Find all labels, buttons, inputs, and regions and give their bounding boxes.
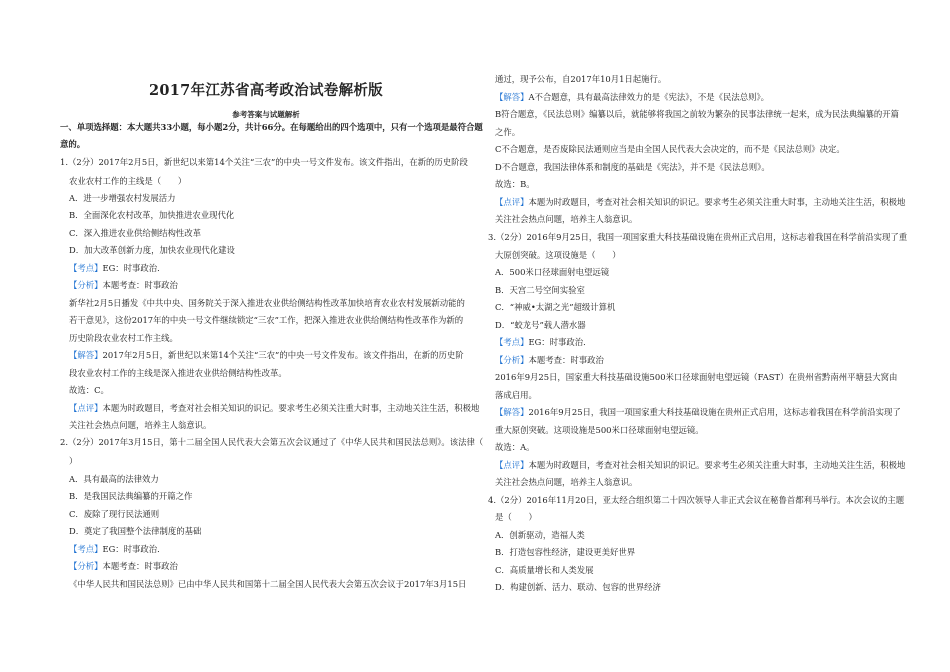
question-3-kaodian: [495, 337, 592, 348]
question-2-option-a: A．具有最高的法律效力: [69, 474, 159, 484]
question-1-option-a: A．进一步增强农村发展活力: [69, 193, 176, 203]
dianping-tag: 【点评】: [69, 403, 103, 413]
question-3-option-b: B．天宫二号空间实验室: [495, 285, 585, 295]
question-2-stem-cont: ）: [69, 456, 78, 466]
kaodian-text: EG：时事政治．: [102, 544, 166, 554]
question-3-option-d: D．“蛟龙号”载人潜水器: [495, 320, 586, 330]
question-2-jieda-line: B符合题意，《民法总则》编纂以后，就能够将我国之前较为繁杂的民事法律统一起来，成为民法典编纂的开篇: [495, 109, 899, 119]
dianping-text: 本题为时政题目，考查对社会相关知识的识记。要求考生必须关注重大时事，主动地关注生活，积极地: [528, 460, 906, 470]
question-3-option-c: C．“神威•太湖之光”超级计算机: [495, 302, 616, 312]
jieda-tag: 【解答】: [495, 92, 529, 102]
question-2-jieda: [495, 92, 769, 103]
jieda-text: 2016年9月25日，我国一项国家重大科技基础设施在贵州正式启用，这标志着我国在科学前沿实现了: [528, 407, 901, 417]
question-3-fenxi-line: 2016年9月25日，国家重大科技基础设施500米口径球面射电望远镜（FAST）在贵州省黔南州平塘县大窝由: [495, 372, 898, 382]
question-3-stem: 3.（2分）2016年9月25日，我国一项国家重大科技基础设施在贵州正式启用，这标志着我国在科学前沿实现了重: [488, 232, 908, 242]
question-1-fenxi-line: 新华社2月5日播发《中共中央、国务院关于深入推进农业供给侧结构性改革加快培育农业农村发展新动能的: [69, 298, 465, 308]
dianping-tag: 【点评】: [495, 197, 529, 207]
document-title: 2017年江苏省高考政治试卷解析版: [149, 82, 383, 99]
fenxi-tag: 【分析】: [69, 561, 103, 571]
question-1-fenxi-line: 若干意见》，这份2017年的中央一号文件继续锁定“三农”工作，把深入推进农业供给侧结构性改革作为新的: [69, 315, 464, 325]
kaodian-text: EG：时事政治．: [102, 263, 166, 273]
question-4-stem: 4.（2分）2016年11月20日，亚太经合组织第二十四次领导人非正式会议在秘鲁首都利马举行。本次会议的主题: [488, 495, 905, 505]
document-subtitle: 参考答案与试题解析: [232, 110, 300, 119]
kaodian-text: EG：时事政治．: [528, 337, 592, 347]
question-2-dianping-line: 关注社会热点问题，培养主人翁意识。: [495, 214, 638, 224]
kaodian-tag: 【考点】: [69, 263, 103, 273]
fenxi-text: 本题考查：时事政治: [102, 280, 178, 290]
question-3-answer: 故选：A。: [495, 442, 535, 452]
question-1-option-c: C．深入推进农业供给侧结构性改革: [69, 228, 202, 238]
question-4-option-c: C．高质量增长和人类发展: [495, 565, 594, 575]
question-3-jieda: [495, 407, 901, 418]
question-1-jieda: [69, 350, 464, 361]
question-1-option-d: D．加大改革创新力度，加快农业现代化建设: [69, 245, 235, 255]
question-1-fenxi-line: 历史阶段农业农村工作主线。: [69, 333, 178, 343]
jieda-tag: 【解答】: [69, 350, 103, 360]
question-2-fenxi-line: 《中华人民共和国民法总则》已由中华人民共和国第十二届全国人民代表大会第五次会议于2017年3月15日: [69, 579, 467, 589]
dianping-text: 本题为时政题目，考查对社会相关知识的识记。要求考生必须关注重大时事，主动地关注生活，积极地: [102, 403, 480, 413]
question-3-fenxi: [495, 355, 604, 366]
section-heading-cont: 意的。: [60, 139, 86, 149]
question-2-answer: 故选：B。: [495, 179, 535, 189]
fenxi-text: 本题考查：时事政治: [102, 561, 178, 571]
question-2-jieda-line: D不合题意，我国法律体系和制度的基础是《宪法》，并不是《民法总则》。: [495, 162, 770, 172]
question-3-dianping-line: 关注社会热点问题，培养主人翁意识。: [495, 477, 638, 487]
dianping-tag: 【点评】: [495, 460, 529, 470]
question-4-option-d: D．构建创新、活力、联动、包容的世界经济: [495, 582, 661, 592]
question-4-stem-cont: 是（ ）: [495, 512, 537, 522]
question-1-option-b: B．全面深化农村改革，加快推进农业现代化: [69, 210, 235, 220]
question-1-kaodian: [69, 263, 166, 274]
question-2-option-c: C．废除了现行民法通则: [69, 509, 160, 519]
question-4-option-a: A．创新驱动，造福人类: [495, 530, 585, 540]
kaodian-tag: 【考点】: [495, 337, 529, 347]
question-2-jieda-line: 之作。: [495, 127, 521, 137]
kaodian-tag: 【考点】: [69, 544, 103, 554]
question-1-dianping: [69, 403, 479, 414]
dianping-text: 本题为时政题目，考查对社会相关知识的识记。要求考生必须关注重大时事，主动地关注生活，积极地: [528, 197, 906, 207]
question-3-stem-cont: 大原创突破。这项设施是（ ）: [495, 250, 621, 260]
question-2-fenxi-line: 通过，现予公布，自2017年10月1日起施行。: [495, 74, 667, 84]
fenxi-tag: 【分析】: [495, 355, 529, 365]
question-3-dianping: [495, 460, 905, 471]
fenxi-text: 本题考查：时事政治: [528, 355, 604, 365]
question-3-option-a: A．500米口径球面射电望远镜: [495, 267, 610, 277]
question-1-stem: 1.（2分）2017年2月5日，新世纪以来第14个关注“三农”的中央一号文件发布。该文件指出，在新的历史阶段: [60, 157, 468, 167]
question-3-fenxi-line: 落成启用。: [495, 390, 537, 400]
question-2-fenxi: [69, 561, 178, 572]
question-2-dianping: [495, 197, 905, 208]
question-2-jieda-line: C不合题意，是否废除民法通则应当是由全国人民代表大会决定的，而不是《民法总则》决定。: [495, 144, 845, 154]
question-2-option-d: D．奠定了我国整个法律制度的基础: [69, 526, 202, 536]
fenxi-tag: 【分析】: [69, 280, 103, 290]
jieda-tag: 【解答】: [495, 407, 529, 417]
jieda-text: 2017年2月5日，新世纪以来第14个关注“三农”的中央一号文件发布。该文件指出，在新的历史阶: [102, 350, 464, 360]
question-1-fenxi: [69, 280, 178, 291]
question-1-jieda-line: 段农业农村工作的主线是深入推进农业供给侧结构性改革。: [69, 368, 287, 378]
jieda-text: A不合题意，具有最高法律效力的是《宪法》，不是《民法总则》。: [528, 92, 770, 102]
section-heading: 一、单项选择题：本大题共33小题，每小题2分，共计66分。在每题给出的四个选项中，只有一个选项是最符合题: [60, 122, 483, 132]
question-4-option-b: B．打造包容性经济，建设更美好世界: [495, 547, 636, 557]
question-1-dianping-line: 关注社会热点问题，培养主人翁意识。: [69, 420, 212, 430]
question-2-kaodian: [69, 544, 166, 555]
question-1-stem-cont: 农业农村工作的主线是（ ）: [69, 176, 187, 186]
question-1-answer: 故选：C。: [69, 385, 109, 395]
question-2-option-b: B．是我国民法典编纂的开篇之作: [69, 491, 193, 501]
question-2-stem: 2.（2分）2017年3月15日，第十二届全国人民代表大会第五次会议通过了《中华人民共和国民法总则》。该法律（: [60, 437, 484, 447]
question-3-jieda-line: 重大原创突破。这项设施是500米口径球面射电望远镜。: [495, 425, 704, 435]
